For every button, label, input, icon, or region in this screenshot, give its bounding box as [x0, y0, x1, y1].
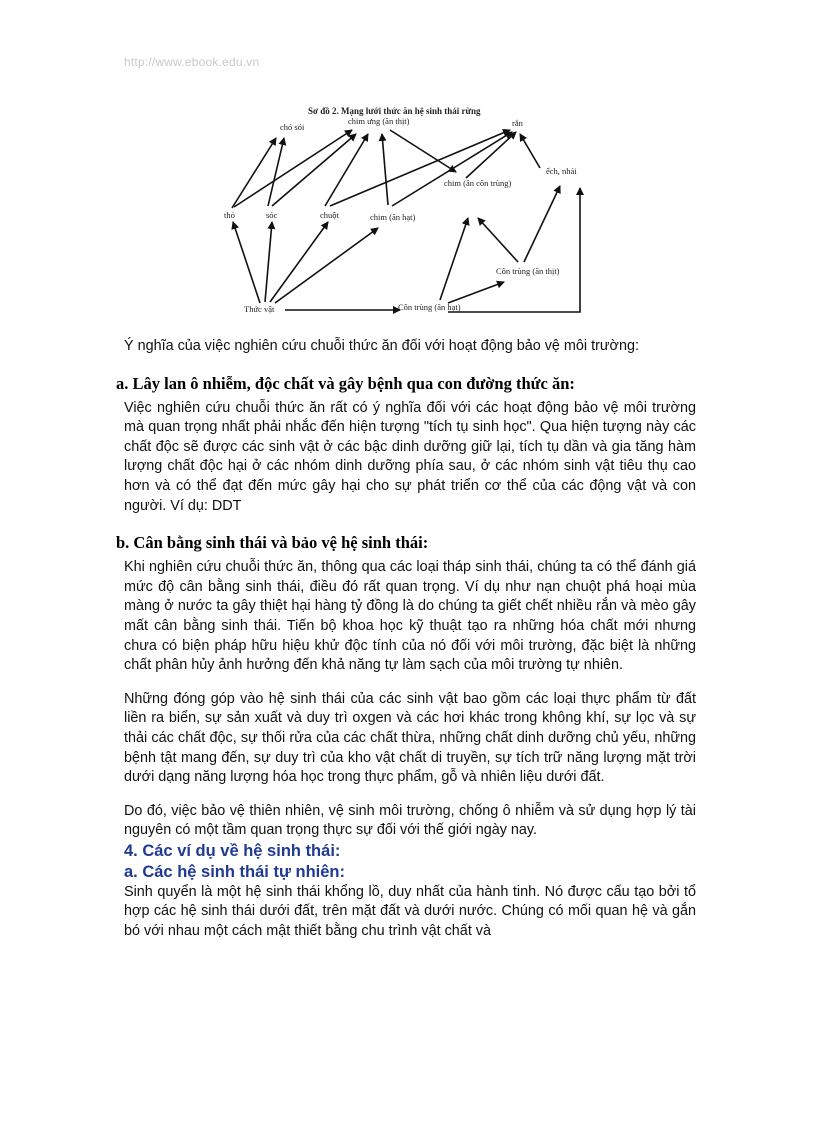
watermark-url: http://www.ebook.edu.vn	[124, 55, 260, 69]
arrow-predinsect-frog	[524, 186, 560, 262]
intro-paragraph: Ý nghĩa của việc nghiên cứu chuỗi thức ăn đối với hoạt động bảo vệ môi trường:	[124, 338, 639, 354]
arrow-plant-mouse	[270, 222, 328, 302]
section-b-heading: b. Cân bằng sinh thái và bảo vệ hệ sinh thái:	[116, 533, 429, 553]
section-4-heading: 4. Các ví dụ về hệ sinh thái:	[124, 841, 341, 860]
node-plants: Thức vật	[244, 304, 275, 314]
document-body	[116, 337, 696, 942]
arrow-seedbird-hawk	[382, 134, 388, 205]
food-web-svg	[220, 100, 590, 332]
node-rabbit: thỏ	[224, 210, 235, 220]
arrow-seedinsect-predinsect	[448, 282, 504, 303]
arrow-mouse-snake	[330, 130, 510, 206]
section-4a-heading: a. Các hệ sinh thái tự nhiên:	[124, 862, 345, 881]
arrow-mouse-hawk	[325, 134, 368, 206]
arrow-plant-squirrel	[265, 222, 272, 302]
arrow-hawk-insectbird	[390, 130, 456, 172]
arrow-plant-seedbird	[275, 228, 378, 303]
arrow-seedinsect-insectbird	[440, 218, 468, 300]
node-mouse: chuột	[320, 210, 339, 220]
arrow-predinsect-insectbird	[478, 218, 518, 262]
section-b-paragraph-2: Những đóng góp vào hệ sinh thái của các sinh vật bao gồm các loại thực phẩm từ đất liền ra biển, sự sản xuất và duy trì oxgen và các hơi khác trong không khí, sự lọc và sự thải các chất độc, sự thối rửa của các chất thừa, những chất dinh dưỡng chủ yếu, những bệnh tật mang đến, sự duy trì của kho vật chất di truyền, sự tích trữ năng lượng mặt trời dưới dạng năng lượng hóa học trong thực phẩm, gỗ và nhiên liệu dưới đất.	[124, 690, 696, 786]
node-hawk: chim ưng (ăn thịt)	[348, 116, 410, 126]
section-b-paragraph-3: Do đó, việc bảo vệ thiên nhiên, vệ sinh môi trường, chống ô nhiễm và sử dụng hợp lý tài nguyên có một tầm quan trọng thực sự đối với thế giới ngày nay.	[124, 802, 696, 839]
node-squirrel: sóc	[266, 210, 278, 220]
node-wolf: chó sói	[280, 122, 305, 132]
node-seed-bird: chim (ăn hạt)	[370, 212, 416, 222]
arrow-seedinsect-frog	[448, 188, 580, 312]
arrow-frog-snake	[520, 134, 540, 168]
section-4a-paragraph: Sinh quyển là một hệ sinh thái khổng lồ, duy nhất của hành tinh. Nó được cấu tạo bởi tổ hợp các hệ sinh thái dưới đất, trên mặt đất và dưới nước. Chúng có mối quan hệ và gắn bó với nhau một cách mật thiết bằng chu trình vật chất và	[124, 883, 696, 940]
arrow-rabbit-hawk	[234, 130, 352, 207]
node-seed-insect: Côn trùng (ăn hạt)	[398, 302, 461, 312]
node-frog: ếch, nhái	[546, 166, 577, 176]
node-snake: rắn	[512, 118, 523, 128]
node-predatory-insect: Côn trùng (ăn thịt)	[496, 266, 560, 276]
section-b-paragraph-1: Khi nghiên cứu chuỗi thức ăn, thông qua các loại tháp sinh thái, chúng ta có thể đánh giá mức độ cân bằng sinh thái, điều đó rất quan trọng. Ví dụ như nạn chuột phá hoại mùa màng ở nước ta gây thiệt hại hàng tỷ đồng là do chúng ta giết chết nhiều rắn và mèo gây mất cân bằng sinh thái. Tiến bộ khoa học kỹ thuật tạo ra những hóa chất mới nhưng chưa có biện pháp hữu hiệu khử độc tính của nó đối với môi trường, đặc biệt là những chất phân hủy ảnh hưởng đến khả năng tự làm sạch của môi trường tự nhiên.	[124, 559, 696, 674]
arrow-squirrel-hawk	[272, 134, 356, 206]
arrow-plant-rabbit	[233, 222, 260, 303]
node-insect-bird: chim (ăn côn trùng)	[444, 178, 512, 188]
section-a-heading: a. Lây lan ô nhiễm, độc chất và gây bệnh qua con đường thức ăn:	[116, 373, 575, 393]
diagram-title: Sơ đồ 2. Mạng lưới thức ăn hệ sinh thái rừng	[308, 106, 481, 116]
food-web-diagram	[220, 100, 590, 332]
section-a-paragraph: Việc nghiên cứu chuỗi thức ăn rất có ý nghĩa đối với các hoạt động bảo vệ môi trường mà quan trọng nhất phải nhắc đến hiện tượng "tích tụ sinh học". Qua hiện tượng này các chất độc sẽ được các sinh vật ở các bậc dinh dưỡng giữ lại, tích tụ dần và gia tăng hàm lượng chất độc hại ở các nhóm dinh dưỡng phía sau, ở các nhóm sinh vật tiêu thụ cao hơn và có thể đạt đến mức gây hại cho sự phát triển cơ thể của các động vật và con người. Ví dụ: DDT	[124, 399, 696, 514]
